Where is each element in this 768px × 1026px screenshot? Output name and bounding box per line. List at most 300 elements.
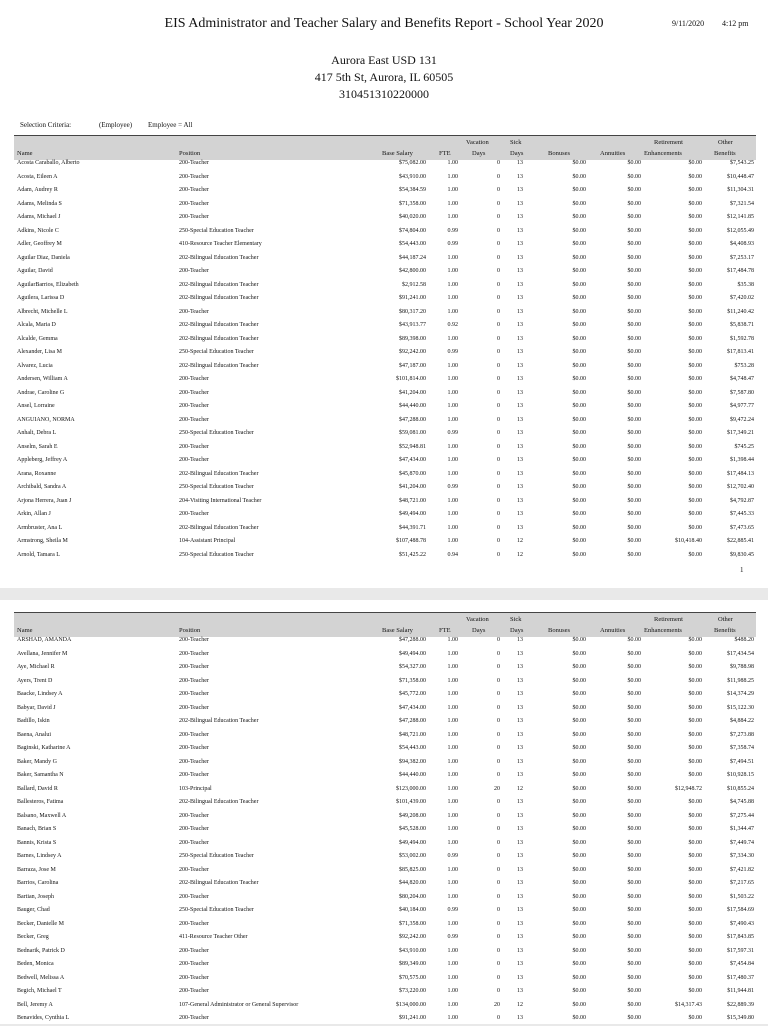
cell-pos: 202-Bilingual Education Teacher: [179, 281, 259, 288]
cell-ret: $0.00: [688, 335, 702, 342]
cell-ret: $0.00: [688, 812, 702, 819]
cell-name: Aguilera, Larissa D: [17, 295, 65, 301]
cell-base: $92,242.00: [399, 934, 426, 940]
cell-sick: 13: [517, 853, 523, 859]
cell-sick: 13: [517, 214, 523, 220]
cell-base: $80,317.20: [399, 308, 426, 315]
cell-bon: $0.00: [572, 650, 586, 657]
cell-vac: 0: [497, 839, 500, 846]
cell-base: $101,439.00: [396, 799, 426, 805]
cell-vac: 0: [497, 214, 500, 220]
cell-ret: $0.00: [688, 349, 702, 355]
cell-base: $42,800.00: [399, 268, 426, 274]
cell-fte: 1.00: [447, 839, 458, 846]
cell-name: ANGUIANO, NORMA: [17, 416, 75, 423]
table-row: [14, 387, 756, 401]
cell-vac: 0: [497, 484, 500, 490]
col-other-benefits: Benefits: [714, 627, 736, 634]
cell-sick: 13: [517, 826, 523, 832]
cell-vac: 0: [497, 227, 500, 234]
cell-name: Baginski, Katharine A: [17, 745, 71, 751]
cell-sick: 13: [517, 295, 523, 301]
cell-name: Andrae, Caroline G: [17, 389, 65, 396]
table-row: [14, 850, 756, 864]
cell-oth: $753.28: [734, 362, 754, 369]
cell-vac: 0: [497, 947, 500, 954]
cell-name: Ballesteros, Fatima: [17, 799, 64, 805]
cell-sick: 13: [517, 200, 523, 207]
cell-ret: $0.00: [688, 961, 702, 967]
cell-name: Barrios, Carolina: [17, 880, 59, 886]
cell-name: Acosta Caraballo, Alberto: [17, 160, 80, 166]
cell-base: $75,082.00: [399, 160, 426, 166]
cell-ret: $0.00: [688, 551, 702, 558]
cell-fte: 0.99: [447, 227, 458, 234]
cell-base: $71,358.00: [399, 677, 426, 684]
district-id: 310451310220000: [339, 87, 429, 101]
cell-fte: 1.00: [447, 799, 458, 805]
col-other-benefits: Benefits: [714, 150, 736, 157]
cell-oth: $14,374.29: [727, 691, 754, 697]
cell-vac: 0: [497, 187, 500, 193]
cell-bon: $0.00: [572, 362, 586, 369]
cell-ret: $0.00: [688, 988, 702, 994]
cell-ret: $0.00: [688, 866, 702, 873]
table-row: [14, 171, 756, 185]
cell-ret: $0.00: [688, 880, 702, 886]
cell-sick: 13: [517, 416, 523, 423]
cell-fte: 1.00: [447, 443, 458, 450]
cell-oth: $4,792.87: [730, 497, 754, 504]
cell-sick: 13: [517, 934, 523, 940]
cell-base: $43,910.00: [399, 947, 426, 954]
cell-oth: $7,321.54: [730, 200, 754, 207]
cell-name: Acosta, Eileen A: [17, 173, 58, 180]
cell-vac: 0: [497, 254, 500, 261]
cell-ret: $0.00: [688, 853, 702, 859]
district-address: 417 5th St, Aurora, IL 60505: [314, 70, 454, 84]
cell-sick: 13: [517, 772, 523, 778]
cell-ann: $0.00: [627, 511, 641, 517]
cell-vac: 0: [497, 200, 500, 207]
cell-pos: 202-Bilingual Education Teacher: [179, 524, 259, 531]
cell-oth: $7,217.65: [730, 880, 754, 886]
criteria-type: (Employee): [99, 121, 133, 129]
cell-name: Beden, Monica: [17, 961, 54, 967]
col-retirement: Retirement: [654, 616, 683, 623]
cell-bon: $0.00: [572, 187, 586, 193]
table-row: [14, 454, 756, 468]
cell-bon: $0.00: [572, 866, 586, 873]
col-bonuses: Bonuses: [548, 627, 571, 634]
cell-vac: 0: [497, 826, 500, 832]
cell-ann: $0.00: [627, 907, 641, 913]
cell-pos: 200-Teacher: [179, 457, 209, 463]
cell-sick: 12: [517, 785, 523, 792]
cell-oth: $35.38: [737, 281, 754, 288]
table-row: [14, 985, 756, 999]
table-row: [14, 184, 756, 198]
cell-vac: 0: [497, 551, 500, 558]
col-vacation: Vacation: [466, 139, 489, 146]
cell-bon: $0.00: [572, 785, 586, 792]
cell-fte: 1.00: [447, 880, 458, 886]
cell-ann: $0.00: [627, 227, 641, 234]
cell-pos: 200-Teacher: [179, 443, 209, 450]
cell-sick: 13: [517, 893, 523, 900]
cell-sick: 13: [517, 268, 523, 274]
cell-ret: $0.00: [688, 160, 702, 166]
cell-pos: 200-Teacher: [179, 173, 209, 180]
cell-sick: 13: [517, 691, 523, 697]
cell-base: $41,204.00: [399, 484, 426, 490]
cell-ann: $0.00: [627, 947, 641, 954]
cell-sick: 13: [517, 362, 523, 369]
cell-name: Adams, Melinda S: [17, 200, 62, 207]
cell-pos: 200-Teacher: [179, 745, 209, 751]
table-row: [14, 864, 756, 878]
cell-oth: $17,843.85: [727, 934, 754, 940]
cell-vac: 0: [497, 349, 500, 355]
cell-ret: $0.00: [688, 389, 702, 396]
cell-name: Adams, Michael J: [17, 214, 61, 220]
cell-base: $53,002.00: [399, 853, 426, 859]
cell-ret: $0.00: [688, 457, 702, 463]
cell-sick: 13: [517, 254, 523, 261]
cell-name: Becker, Danielle M: [17, 920, 64, 927]
cell-sick: 13: [517, 403, 523, 409]
table-row: [14, 468, 756, 482]
table-row: [14, 265, 756, 279]
cell-bon: $0.00: [572, 893, 586, 900]
cell-pos: 200-Teacher: [179, 893, 209, 900]
cell-base: $44,391.71: [399, 524, 426, 531]
cell-ann: $0.00: [627, 430, 641, 436]
cell-base: $47,434.00: [399, 457, 426, 463]
cell-sick: 13: [517, 281, 523, 288]
cell-base: $40,184.00: [399, 907, 426, 913]
table-row: [14, 729, 756, 743]
cell-base: $91,241.00: [399, 295, 426, 301]
cell-bon: $0.00: [572, 551, 586, 558]
cell-sick: 13: [517, 650, 523, 657]
cell-fte: 1.00: [447, 866, 458, 873]
cell-vac: 0: [497, 866, 500, 873]
cell-vac: 0: [497, 974, 500, 981]
cell-sick: 13: [517, 637, 523, 643]
cell-bon: $0.00: [572, 637, 586, 643]
table-row: [14, 918, 756, 932]
cell-vac: 0: [497, 403, 500, 409]
cell-name: Armstrong, Sheila M: [17, 538, 68, 544]
col-base-salary: Base Salary: [382, 627, 413, 634]
cell-ret: $0.00: [688, 731, 702, 738]
cell-oth: $10,928.15: [727, 772, 754, 778]
cell-vac: 0: [497, 1015, 500, 1021]
cell-ann: $0.00: [627, 718, 641, 724]
cell-fte: 1.00: [447, 160, 458, 166]
col-sick-days: Days: [510, 627, 524, 634]
cell-pos: 200-Teacher: [179, 664, 209, 670]
cell-fte: 0.99: [447, 484, 458, 490]
cell-name: Benavides, Cynthia L: [17, 1015, 70, 1021]
table-row: [14, 252, 756, 266]
cell-pos: 202-Bilingual Education Teacher: [179, 254, 259, 261]
table-row: [14, 495, 756, 509]
cell-fte: 1.00: [447, 920, 458, 927]
cell-vac: 0: [497, 718, 500, 724]
table-row: [14, 756, 756, 770]
cell-vac: 0: [497, 920, 500, 927]
cell-sick: 13: [517, 839, 523, 846]
cell-sick: 13: [517, 376, 523, 382]
criteria-label: Selection Criteria:: [20, 121, 72, 129]
page-number: 1: [740, 566, 744, 574]
cell-sick: 13: [517, 920, 523, 927]
cell-name: Bednarik, Patrick D: [17, 947, 65, 954]
cell-name: Aye, Michael R: [17, 664, 55, 670]
cell-pos: 200-Teacher: [179, 376, 209, 382]
cell-ann: $0.00: [627, 241, 641, 247]
cell-pos: 200-Teacher: [179, 389, 209, 396]
cell-oth: $7,358.74: [730, 745, 754, 751]
cell-pos: 250-Special Education Teacher: [179, 430, 254, 436]
cell-vac: 0: [497, 376, 500, 382]
cell-fte: 1.00: [447, 335, 458, 342]
col-base-salary: Base Salary: [382, 150, 413, 157]
cell-oth: $7,449.74: [730, 839, 754, 846]
cell-ret: $0.00: [688, 907, 702, 913]
cell-ret: $0.00: [688, 362, 702, 369]
cell-ann: $0.00: [627, 335, 641, 342]
cell-ret: $0.00: [688, 214, 702, 220]
cell-pos: 202-Bilingual Education Teacher: [179, 470, 259, 477]
cell-vac: 0: [497, 664, 500, 670]
cell-fte: 1.00: [447, 961, 458, 967]
cell-vac: 0: [497, 961, 500, 967]
cell-pos: 250-Special Education Teacher: [179, 349, 254, 355]
cell-bon: $0.00: [572, 416, 586, 423]
cell-name: Bauger, Chad: [17, 907, 50, 913]
cell-sick: 13: [517, 907, 523, 913]
cell-bon: $0.00: [572, 349, 586, 355]
cell-ann: $0.00: [627, 254, 641, 261]
cell-pos: 200-Teacher: [179, 731, 209, 738]
cell-ret: $0.00: [688, 187, 702, 193]
cell-ann: $0.00: [627, 934, 641, 940]
cell-name: Archibald, Sandra A: [17, 484, 67, 490]
cell-oth: $12,141.85: [727, 214, 754, 220]
cell-ann: $0.00: [627, 281, 641, 288]
cell-ann: $0.00: [627, 745, 641, 751]
cell-name: Adler, Geoffrey M: [17, 241, 62, 247]
cell-base: $91,241.00: [399, 1015, 426, 1021]
cell-pos: 200-Teacher: [179, 308, 209, 315]
col-other: Other: [718, 616, 733, 623]
cell-base: $48,721.00: [399, 497, 426, 504]
cell-bon: $0.00: [572, 281, 586, 288]
cell-sick: 13: [517, 308, 523, 315]
cell-bon: $0.00: [572, 335, 586, 342]
cell-base: $59,081.00: [399, 430, 426, 436]
cell-pos: 202-Bilingual Education Teacher: [179, 880, 259, 886]
cell-name: Bannis, Krista S: [17, 839, 57, 846]
cell-oth: $17,584.69: [727, 907, 754, 913]
cell-base: $44,820.00: [399, 880, 426, 886]
cell-ann: $0.00: [627, 187, 641, 193]
cell-ret: $0.00: [688, 295, 702, 301]
cell-fte: 1.00: [447, 268, 458, 274]
cell-ann: $0.00: [627, 853, 641, 859]
cell-base: $43,910.00: [399, 173, 426, 180]
cell-bon: $0.00: [572, 745, 586, 751]
col-fte: FTE: [439, 627, 451, 634]
cell-fte: 1.00: [447, 718, 458, 724]
col-sick: Sick: [510, 139, 522, 146]
cell-bon: $0.00: [572, 758, 586, 765]
table-row: [14, 675, 756, 689]
cell-oth: $11,988.25: [727, 677, 754, 684]
table-row: [14, 238, 756, 252]
cell-bon: $0.00: [572, 214, 586, 220]
cell-bon: $0.00: [572, 853, 586, 859]
table-row: [14, 904, 756, 918]
cell-ret: $0.00: [688, 403, 702, 409]
cell-fte: 1.00: [447, 295, 458, 301]
cell-name: Baker, Samantha N: [17, 772, 64, 778]
col-vacation: Vacation: [466, 616, 489, 623]
cell-oth: $7,587.80: [730, 389, 754, 396]
cell-name: Avellana, Jennifer M: [17, 650, 68, 657]
cell-ann: $0.00: [627, 664, 641, 670]
cell-sick: 13: [517, 745, 523, 751]
cell-oth: $1,398.44: [730, 457, 754, 463]
cell-oth: $17,484.13: [727, 470, 754, 477]
col-vacation-days: Days: [472, 150, 486, 157]
cell-name: Balsano, Maxwell A: [17, 812, 67, 819]
cell-base: $43,913.77: [399, 322, 426, 328]
cell-bon: $0.00: [572, 812, 586, 819]
cell-bon: $0.00: [572, 704, 586, 711]
cell-name: Baker, Mandy G: [17, 758, 57, 765]
cell-ret: $0.00: [688, 322, 702, 328]
cell-ann: $0.00: [627, 470, 641, 477]
table-row: [14, 972, 756, 986]
cell-ann: $0.00: [627, 376, 641, 382]
cell-name: Banach, Brian S: [17, 826, 57, 832]
cell-ann: $0.00: [627, 677, 641, 684]
cell-vac: 0: [497, 389, 500, 396]
cell-base: $54,443.00: [399, 745, 426, 751]
cell-ret: $0.00: [688, 484, 702, 490]
cell-bon: $0.00: [572, 524, 586, 531]
col-bonuses: Bonuses: [548, 150, 571, 157]
cell-pos: 200-Teacher: [179, 988, 209, 994]
cell-bon: $0.00: [572, 376, 586, 382]
cell-ann: $0.00: [627, 173, 641, 180]
cell-oth: $7,420.02: [730, 295, 754, 301]
table-row: [14, 769, 756, 783]
cell-base: $49,494.00: [399, 839, 426, 846]
cell-base: $123,000.00: [396, 785, 426, 792]
cell-base: $94,382.00: [399, 758, 426, 765]
col-retirement-enh: Enhancements: [644, 627, 682, 634]
cell-sick: 13: [517, 866, 523, 873]
cell-fte: 1.00: [447, 650, 458, 657]
cell-fte: 0.99: [447, 853, 458, 859]
cell-vac: 0: [497, 650, 500, 657]
cell-ret: $0.00: [688, 416, 702, 423]
cell-name: Alcala, Maria D: [17, 322, 56, 328]
cell-fte: 0.99: [447, 430, 458, 436]
cell-ann: $0.00: [627, 799, 641, 805]
cell-pos: 200-Teacher: [179, 160, 209, 166]
cell-fte: 1.00: [447, 470, 458, 477]
table-row: [14, 198, 756, 212]
cell-oth: $17,480.37: [727, 974, 754, 981]
cell-vac: 0: [497, 322, 500, 328]
cell-sick: 13: [517, 812, 523, 819]
cell-oth: $22,885.41: [727, 538, 754, 544]
cell-fte: 1.00: [447, 677, 458, 684]
cell-name: Begich, Michael T: [17, 988, 62, 994]
col-sick: Sick: [510, 616, 522, 623]
cell-ret: $0.00: [688, 691, 702, 697]
cell-sick: 13: [517, 187, 523, 193]
cell-ret: $0.00: [688, 254, 702, 261]
cell-pos: 200-Teacher: [179, 974, 209, 981]
cell-base: $47,187.00: [399, 362, 426, 369]
cell-pos: 411-Resource Teacher Other: [179, 934, 248, 940]
cell-bon: $0.00: [572, 731, 586, 738]
cell-oth: $4,977.77: [730, 403, 754, 409]
cell-ann: $0.00: [627, 691, 641, 697]
cell-fte: 1.00: [447, 637, 458, 643]
cell-pos: 200-Teacher: [179, 947, 209, 954]
cell-ann: $0.00: [627, 403, 641, 409]
cell-fte: 1.00: [447, 691, 458, 697]
cell-vac: 0: [497, 362, 500, 369]
cell-fte: 1.00: [447, 772, 458, 778]
cell-name: Arana, Roxanne: [17, 470, 56, 477]
cell-ann: $0.00: [627, 961, 641, 967]
cell-ann: $0.00: [627, 200, 641, 207]
cell-vac: 0: [497, 173, 500, 180]
cell-fte: 1.00: [447, 758, 458, 765]
cell-vac: 0: [497, 812, 500, 819]
cell-ret: $12,948.72: [675, 785, 702, 792]
cell-base: $47,288.00: [399, 416, 426, 423]
cell-bon: $0.00: [572, 907, 586, 913]
cell-bon: $0.00: [572, 677, 586, 684]
cell-pos: 250-Special Education Teacher: [179, 227, 254, 234]
cell-ret: $0.00: [688, 704, 702, 711]
cell-oth: $7,445.33: [730, 511, 754, 517]
table-row: [14, 634, 756, 648]
cell-ret: $0.00: [688, 637, 702, 643]
cell-ret: $0.00: [688, 470, 702, 477]
cell-oth: $9,472.24: [730, 416, 754, 423]
cell-ann: $0.00: [627, 650, 641, 657]
cell-fte: 0.99: [447, 349, 458, 355]
cell-name: Arnold, Tamara L: [17, 551, 60, 558]
col-name: Name: [17, 150, 33, 157]
cell-sick: 13: [517, 704, 523, 711]
table-row: [14, 373, 756, 387]
cell-ann: $0.00: [627, 443, 641, 450]
cell-fte: 1.00: [447, 308, 458, 315]
table-row: [14, 360, 756, 374]
